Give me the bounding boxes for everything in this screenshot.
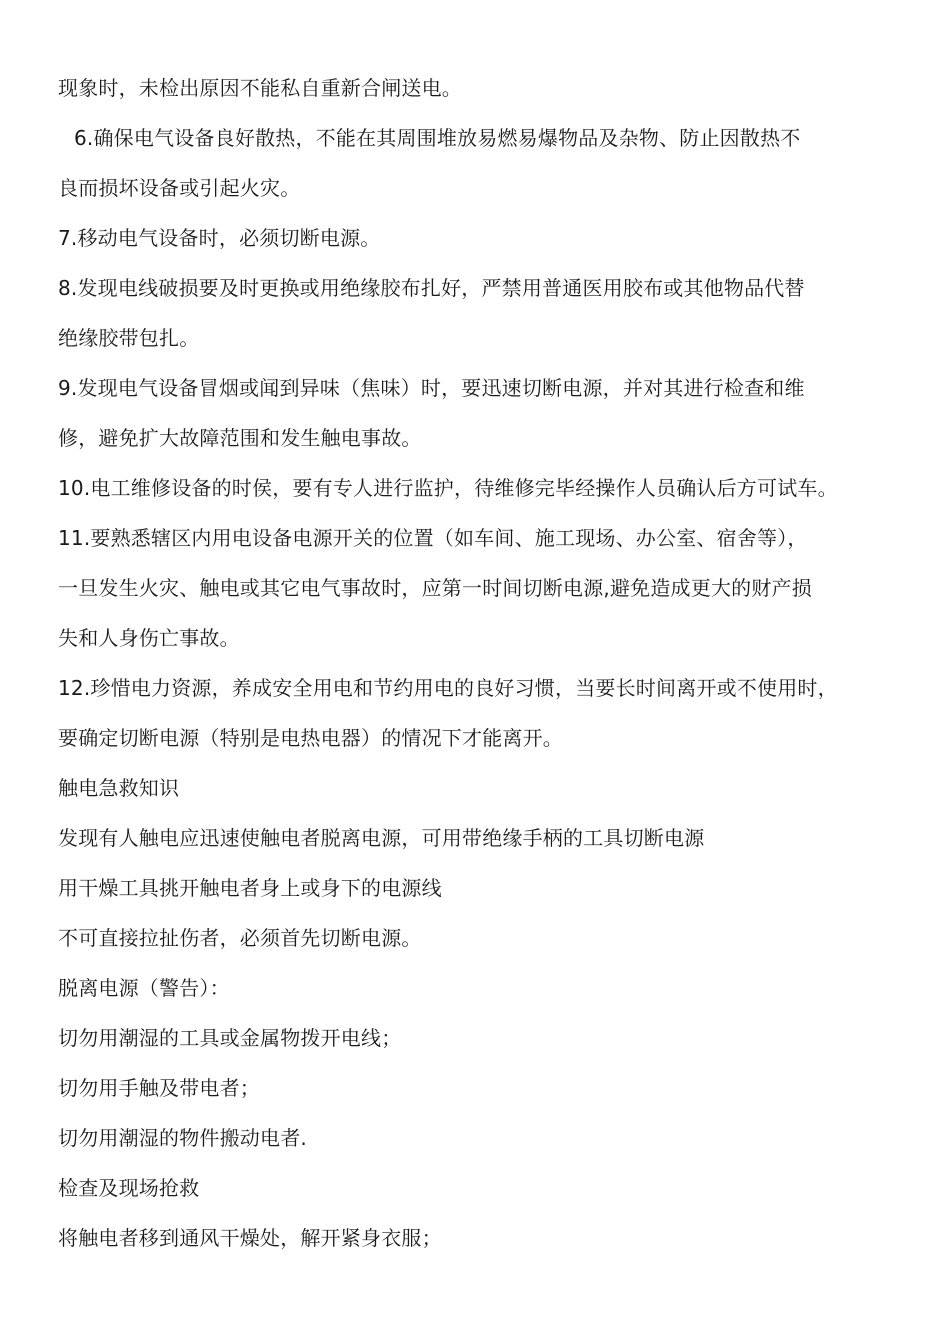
- text-line: 10.电工维修设备的时侯，要有专人进行监护，待维修完毕经操作人员确认后方可试车。: [58, 476, 838, 500]
- text-line: 良而损坏设备或引起火灾。: [58, 176, 301, 200]
- text-line: 绝缘胶带包扎。: [58, 326, 200, 350]
- document-body: [58, 70, 908, 1270]
- section-heading: 脱离电源（警告）：: [58, 976, 230, 1000]
- text-line: 一旦发生火灾、触电或其它电气事故时，应第一时间切断电源,避免造成更大的财产损: [58, 576, 812, 600]
- text-line: 11.要熟悉辖区内用电设备电源开关的位置（如车间、施工现场、办公室、宿舍等），: [58, 526, 808, 550]
- section-heading: 触电急救知识: [58, 776, 180, 800]
- text-line: 8.发现电线破损要及时更换或用绝缘胶布扎好，严禁用普通医用胶布或其他物品代替: [58, 276, 805, 300]
- text-line: 要确定切断电源（特别是电热电器）的情况下才能离开。: [58, 726, 563, 750]
- text-line: 将触电者移到通风干燥处，解开紧身衣服；: [58, 1226, 442, 1250]
- text-line: 6.确保电气设备良好散热，不能在其周围堆放易燃易爆物品及杂物、防止因散热不: [74, 126, 801, 150]
- text-line: 12.珍惜电力资源，养成安全用电和节约用电的良好习惯，当要长时间离开或不使用时，: [58, 676, 838, 700]
- text-line: 失和人身伤亡事故。: [58, 626, 240, 650]
- text-line: 修，避免扩大故障范围和发生触电事故。: [58, 426, 422, 450]
- section-heading: 检查及现场抢救: [58, 1176, 200, 1200]
- text-line: 7.移动电气设备时，必须切断电源。: [58, 226, 381, 250]
- text-line: 9.发现电气设备冒烟或闻到异味（焦味）时，要迅速切断电源，并对其进行检查和维: [58, 376, 805, 400]
- text-line: 用干燥工具挑开触电者身上或身下的电源线: [58, 876, 442, 900]
- text-line: 发现有人触电应迅速使触电者脱离电源，可用带绝缘手柄的工具切断电源: [58, 826, 705, 850]
- text-line: 不可直接拉扯伤者，必须首先切断电源。: [58, 926, 422, 950]
- text-line: 切勿用潮湿的工具或金属物拨开电线；: [58, 1026, 402, 1050]
- text-line: 切勿用手触及带电者；: [58, 1076, 260, 1100]
- text-line: 切勿用潮湿的物件搬动电者.: [58, 1126, 307, 1150]
- text-line: 现象时，未检出原因不能私自重新合闸送电。: [58, 76, 462, 100]
